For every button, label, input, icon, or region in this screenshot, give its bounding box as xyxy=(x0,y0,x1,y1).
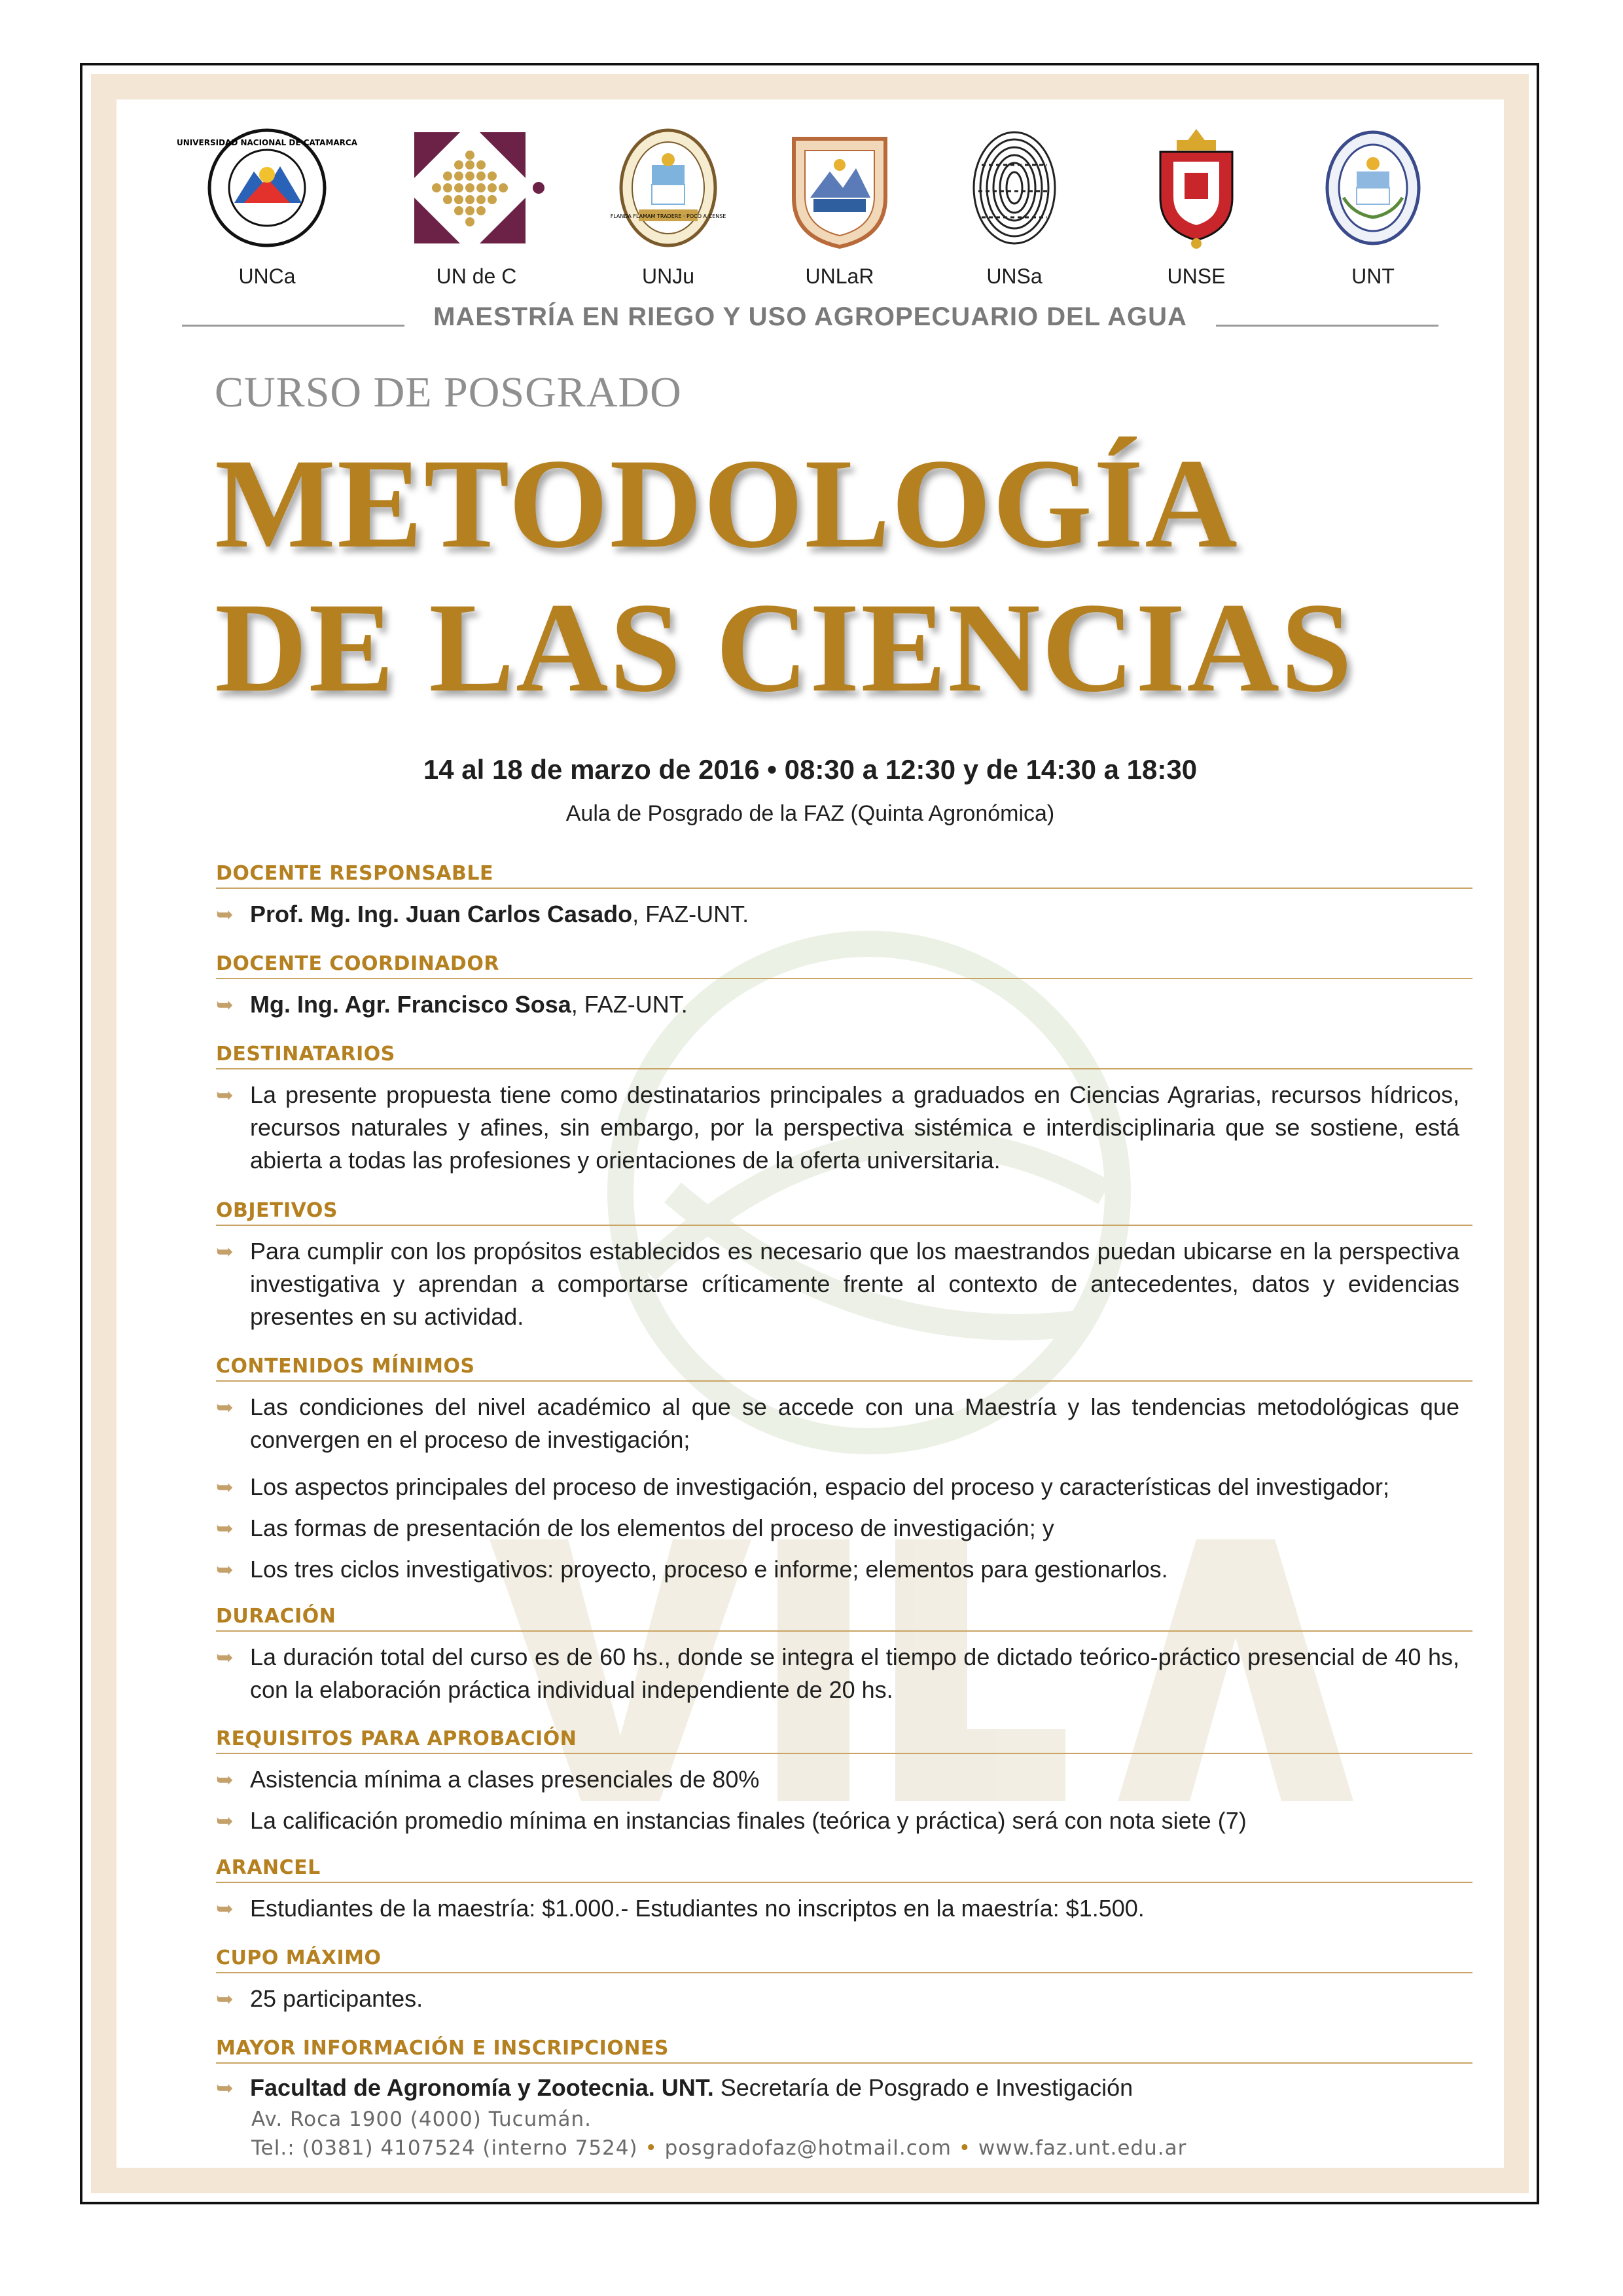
course-title-line-2: DE LAS CIENCIAS xyxy=(215,577,1354,719)
logo-unt xyxy=(1298,126,1448,289)
contenidos-item: Las formas de presentación de los elementos del proceso de investigación; y xyxy=(250,1515,1054,1541)
contact-address: Av. Roca 1900 (4000) Tucumán. xyxy=(251,2108,592,2131)
contenidos-item: Las condiciones del nivel académico al que se accede con una Maestría y las tendencias metodológicas que convergen en el proceso de investigación; xyxy=(250,1393,1459,1453)
contact-details xyxy=(251,2136,1186,2160)
undec-logo-icon xyxy=(408,126,545,250)
contact-phone: Tel.: (0381) 4107524 (interno 7524) xyxy=(251,2136,638,2160)
contact-email[interactable]: posgradofaz@hotmail.com xyxy=(664,2136,952,2160)
university-logos xyxy=(116,126,1504,322)
section-heading-arancel: ARANCEL xyxy=(216,1856,1472,1883)
list-item xyxy=(216,1235,1459,1333)
arancel-text: Estudiantes de la maestría: $1.000.- Estudiantes no inscriptos en la maestría: $1.500. xyxy=(250,1895,1145,1922)
arrow-bullet-icon: ➥ xyxy=(216,1987,234,2011)
logo-unlar xyxy=(764,126,915,289)
list-item xyxy=(216,898,1459,931)
logo-label-unsa: UNSa xyxy=(986,264,1043,288)
arrow-bullet-icon: ➥ xyxy=(216,1516,234,1540)
destinatarios-text: La presente propuesta tiene como destinatarios principales a graduados en Ciencias Agrarias, recursos hídricos, recursos naturales y afines, sin embargo, por la perspectiva sistémica e interdisciplinaria que se sostiene, está abierta a todas las profesiones y orientaciones de la oferta universitaria. xyxy=(250,1081,1459,1174)
arrow-bullet-icon: ➥ xyxy=(216,1475,234,1499)
master-program-name: MAESTRÍA EN RIEGO Y USO AGROPECUARIO DEL AGUA xyxy=(433,302,1187,331)
course-type-label: CURSO DE POSGRADO xyxy=(215,368,682,416)
separator-dot: • xyxy=(958,2136,972,2160)
list-item xyxy=(216,1079,1459,1177)
section-heading-informacion: MAYOR INFORMACIÓN E INSCRIPCIONES xyxy=(216,2037,1472,2064)
list-item xyxy=(216,2072,1459,2104)
logo-undec xyxy=(401,126,552,289)
poster-page xyxy=(116,99,1504,2168)
arrow-bullet-icon: ➥ xyxy=(216,2076,234,2100)
requisitos-item: Asistencia mínima a clases presenciales de 80% xyxy=(250,1766,760,1793)
institution-name: Facultad de Agronomía y Zootecnia. UNT. xyxy=(250,2074,714,2101)
arrow-bullet-icon: ➥ xyxy=(216,1395,234,1419)
unju-seal-icon xyxy=(610,126,726,250)
arrow-bullet-icon: ➥ xyxy=(216,1768,234,1791)
section-heading-requisitos: REQUISITOS PARA APROBACIÓN xyxy=(216,1727,1472,1754)
section-heading-destinatarios: DESTINATARIOS xyxy=(216,1043,1472,1069)
contact-website[interactable]: www.faz.unt.edu.ar xyxy=(978,2136,1187,2160)
requisitos-item: La calificación promedio mínima en instancias finales (teórica y práctica) será con nota siete (7) xyxy=(250,1807,1247,1834)
arrow-bullet-icon: ➥ xyxy=(216,1240,234,1263)
section-heading-cupo: CUPO MÁXIMO xyxy=(216,1946,1472,1973)
list-item xyxy=(216,988,1459,1021)
unsa-fingerprint-icon xyxy=(969,126,1060,250)
docente-coordinador-name: Mg. Ing. Agr. Francisco Sosa xyxy=(250,991,571,1018)
department-name: Secretaría de Posgrado e Investigación xyxy=(713,2074,1133,2101)
duracion-text: La duración total del curso es de 60 hs., donde se integra el tiempo de dictado teórico-práctico presencial de 40 hs, con la elaboración práctica individual independiente de 20 hs. xyxy=(250,1643,1459,1703)
course-dates: 14 al 18 de marzo de 2016 • 08:30 a 12:30 y de 14:30 a 18:30 xyxy=(423,754,1198,785)
list-item xyxy=(216,1982,1459,2015)
contenidos-item: Los aspectos principales del proceso de investigación, espacio del proceso y características del investigador; xyxy=(250,1473,1389,1500)
logo-unju xyxy=(593,126,743,289)
course-venue: Aula de Posgrado de la FAZ (Quinta Agronómica) xyxy=(565,801,1055,826)
contenidos-item: Los tres ciclos investigativos: proyecto, proceso e informe; elementos para gestionarlos. xyxy=(250,1556,1168,1583)
arrow-bullet-icon: ➥ xyxy=(216,1083,234,1107)
svg-text:UNIVERSIDAD NACIONAL DE CATAMA: UNIVERSIDAD NACIONAL DE CATAMARCA xyxy=(176,138,358,147)
arrow-bullet-icon: ➥ xyxy=(216,1809,234,1833)
unse-crest-icon xyxy=(1144,126,1249,250)
separator-dot: • xyxy=(645,2136,658,2160)
section-heading-docente-responsable: DOCENTE RESPONSABLE xyxy=(216,862,1472,889)
list-item xyxy=(216,1391,1459,1456)
logo-label-unca: UNCa xyxy=(238,264,296,288)
logo-unca xyxy=(176,126,358,289)
course-title-line-1: METODOLOGÍA xyxy=(215,433,1239,575)
logo-label-undec: UN de C xyxy=(436,264,517,288)
list-item xyxy=(216,1641,1459,1706)
unca-seal-icon xyxy=(176,126,358,250)
section-heading-contenidos: CONTENIDOS MÍNIMOS xyxy=(216,1355,1472,1382)
master-program-line xyxy=(182,302,1438,342)
objetivos-text: Para cumplir con los propósitos establecidos es necesario que los maestrandos puedan ubicarse en la perspectiva investigativa y aprendan a comportarse críticamente frente al contexto de antecedentes, datos y evidencias presentes en su actividad. xyxy=(250,1238,1459,1330)
unt-seal-icon xyxy=(1324,126,1422,250)
arrow-bullet-icon: ➥ xyxy=(216,1558,234,1581)
logo-unsa xyxy=(939,126,1090,289)
docente-coordinador-affiliation: , FAZ-UNT. xyxy=(571,991,688,1018)
unlar-seal-icon xyxy=(784,126,895,250)
section-heading-docente-coordinador: DOCENTE COORDINADOR xyxy=(216,952,1472,979)
list-item xyxy=(216,1804,1459,1837)
arrow-bullet-icon: ➥ xyxy=(216,993,234,1016)
docente-responsable-name: Prof. Mg. Ing. Juan Carlos Casado xyxy=(250,901,633,927)
docente-responsable-affiliation: , FAZ-UNT. xyxy=(632,901,749,927)
list-item xyxy=(216,1512,1459,1545)
logo-unse xyxy=(1121,126,1272,289)
logo-label-unse: UNSE xyxy=(1167,264,1226,288)
list-item xyxy=(216,1763,1459,1796)
arrow-bullet-icon: ➥ xyxy=(216,903,234,926)
section-heading-duracion: DURACIÓN xyxy=(216,1605,1472,1632)
logo-label-unju: UNJu xyxy=(641,264,694,288)
arrow-bullet-icon: ➥ xyxy=(216,1645,234,1669)
list-item xyxy=(216,1553,1459,1586)
svg-text:FLANDA FLAMAM TRADERE · POCO A: FLANDA FLAMAM TRADERE · POCO A CENSE xyxy=(610,213,726,219)
cupo-text: 25 participantes. xyxy=(250,1985,423,2012)
logo-label-unt: UNT xyxy=(1351,264,1395,288)
section-heading-objetivos: OBJETIVOS xyxy=(216,1199,1472,1226)
list-item xyxy=(216,1471,1459,1503)
logo-label-unlar: UNLaR xyxy=(805,264,874,288)
list-item xyxy=(216,1892,1459,1925)
arrow-bullet-icon: ➥ xyxy=(216,1897,234,1920)
